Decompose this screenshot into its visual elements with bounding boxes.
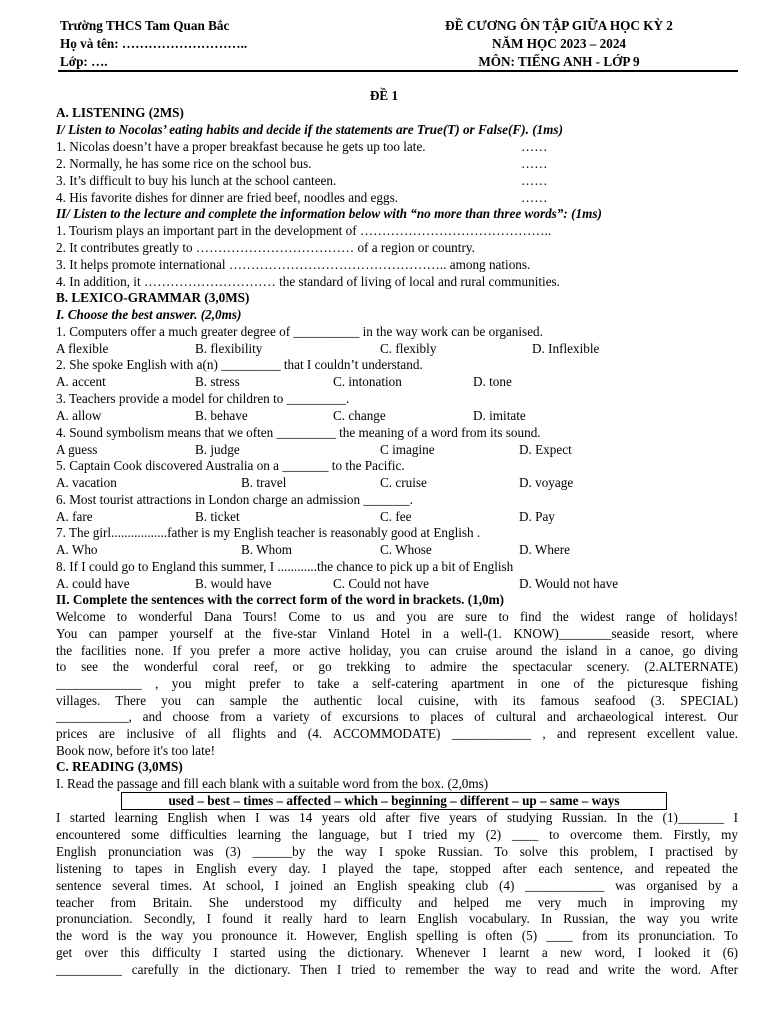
tf-statement: 3. It’s difficult to buy his lunch at the school canteen. [56, 173, 337, 188]
tf-statement: 1. Nicolas doesn’t have a proper breakfast because he gets up too late. [56, 139, 426, 154]
option-c: C. flexibly [380, 341, 437, 356]
word-form-passage-line: prices are inclusive of all flights and (4. ACCOMMODATE) ____________ , and represent excellent value. [56, 726, 738, 741]
question-text: 2. She spoke English with a(n) _________ that I couldn’t understand. [56, 357, 423, 372]
option-d: D. Expect [519, 442, 572, 457]
header-divider [58, 70, 738, 72]
reading-passage-line: listening to tapes in English every day. I played the tape, stopped after each sentence, and repeated the [56, 861, 738, 876]
tf-answer-blank: …… [521, 190, 548, 205]
option-c: C. Could not have [333, 576, 429, 591]
option-c: C. change [333, 408, 386, 423]
option-a: A. could have [56, 576, 130, 591]
outline-title: ĐỀ CƯƠNG ÔN TẬP GIỮA HỌC KỲ 2 [445, 18, 673, 33]
reading-heading: C. READING (3,0MS) [56, 759, 183, 774]
question-text: 6. Most tourist attractions in London charge an admission _______. [56, 492, 413, 507]
tf-answer-blank: …… [521, 173, 548, 188]
completion-item: 2. It contributes greatly to ……………………………… of a region or country. [56, 240, 475, 255]
reading-passage-line: English pronunciation was (3) ______by the way I spoke Russian. To solve this problem, I practised by [56, 844, 738, 859]
listening-part1-instruction: I/ Listen to Nocolas’ eating habits and decide if the statements are True(T) or False(F). (1ms) [56, 122, 563, 137]
word-box-words: used – best – times – affected – which – beginning – different – up – same – ways [168, 793, 620, 808]
reading-passage-line: get over this difficulty I started using the dictionary. Whenever I learnt a new word, I looked it (6) [56, 945, 738, 960]
grammar-part2-instruction: II. Complete the sentences with the correct form of the word in brackets. (1,0m) [56, 592, 505, 607]
class-field-label: Lớp: …. [60, 54, 108, 69]
grammar-part1-instruction: I. Choose the best answer. (2,0ms) [56, 307, 242, 322]
question-text: 5. Captain Cook discovered Australia on a _______ to the Pacific. [56, 458, 405, 473]
option-a: A. accent [56, 374, 106, 389]
school-name: Trường THCS Tam Quan Bắc [60, 18, 230, 33]
option-a: A flexible [56, 341, 109, 356]
option-b: B. behave [195, 408, 248, 423]
option-d: D. voyage [519, 475, 574, 490]
word-form-passage-line: to see the wonderful coral reef, or go trekking to admire the spectacular scenery. (2.ALTERNATE) [56, 659, 738, 674]
option-a: A. vacation [56, 475, 117, 490]
completion-item: 4. In addition, it ………………………… the standard of living of local and rural communities. [56, 274, 560, 289]
question-text: 3. Teachers provide a model for children to _________. [56, 391, 350, 406]
word-form-passage-line: villages. There you can sample the authentic local cuisine, with its famous seafood (3. SPECIAL) [56, 693, 738, 708]
word-form-passage-line: _____________ , you might prefer to take a self-catering apartment in one of the picturesque fishing [56, 676, 738, 691]
listening-part2-instruction: II/ Listen to the lecture and complete the information below with “no more than three words”: (1ms) [56, 206, 602, 221]
option-b: B. judge [195, 442, 240, 457]
option-b: B. travel [241, 475, 287, 490]
option-b: B. would have [195, 576, 272, 591]
exam-title: ĐỀ 1 [369, 88, 399, 103]
option-a: A. fare [56, 509, 93, 524]
reading-passage-line: sentence several times. At school, I joined an English speaking club (4) ____________ was organised by a [56, 878, 738, 893]
word-form-passage-line: the facilities none. If you prefer a more active holiday, you can cruise around the island in a canoe, go diving [56, 643, 738, 658]
tf-statement: 2. Normally, he has some rice on the school bus. [56, 156, 312, 171]
option-d: D. Pay [519, 509, 555, 524]
word-form-passage-line: Book now, before it's too late! [56, 743, 216, 758]
option-b: B. flexibility [195, 341, 263, 356]
option-d: D. tone [473, 374, 512, 389]
tf-answer-blank: …… [521, 139, 548, 154]
question-text: 4. Sound symbolism means that we often _________ the meaning of a word from its sound. [56, 425, 541, 440]
reading-passage-line: the word is the way you pronounce it. However, English spelling is often (5) ____ from its pronunciation. To [56, 928, 738, 943]
option-a: A. Who [56, 542, 98, 557]
question-text: 1. Computers offer a much greater degree of __________ in the way work can be organised. [56, 324, 543, 339]
subject-line: MÔN: TIẾNG ANH - LỚP 9 [478, 54, 640, 69]
reading-passage-line: teacher from Britain. She understood my difficulty and helped me very much in improving my [56, 895, 738, 910]
option-c: C. intonation [333, 374, 402, 389]
question-text: 7. The girl.................father is my English teacher is reasonably good at English . [56, 525, 481, 540]
option-b: B. Whom [241, 542, 293, 557]
reading-passage-line: encountered some difficulties learning the language, but I tried my (2) ____ to overcome them. Firstly, my [56, 827, 738, 842]
reading-passage-line: __________ carefully in the dictionary. Then I tried to remember the way to read and write the word. After [56, 962, 738, 977]
tf-statement: 4. His favorite dishes for dinner are fried beef, noodles and eggs. [56, 190, 399, 205]
question-text: 8. If I could go to England this summer, I ............the chance to pick up a bit of English [56, 559, 514, 574]
listening-heading: A. LISTENING (2MS) [56, 105, 184, 120]
option-c: C. Whose [380, 542, 432, 557]
reading-passage-line: pronunciation. Secondly, I found it really hard to learn English vocabulary. In Russian, the way you write [56, 911, 738, 926]
option-d: D. imitate [473, 408, 526, 423]
reading-passage-line: I started learning English when I was 14 years old after five years of studying Russian. In the (1)_______ I [56, 810, 738, 825]
grammar-heading: B. LEXICO-GRAMMAR (3,0MS) [56, 290, 250, 305]
option-d: D. Where [519, 542, 571, 557]
option-a: A. allow [56, 408, 102, 423]
option-c: C. cruise [380, 475, 427, 490]
name-field-label: Họ và tên: ……………………….. [60, 36, 248, 51]
option-b: B. ticket [195, 509, 240, 524]
completion-item: 3. It helps promote international ………………………………………….. among nations. [56, 257, 531, 272]
option-c: C imagine [380, 442, 435, 457]
completion-item: 1. Tourism plays an important part in the development of …………………………………….. [56, 223, 552, 238]
option-a: A guess [56, 442, 98, 457]
word-form-passage-line: Welcome to wonderful Dana Tours! Come to us and you are sure to find the widest range of holidays! [56, 609, 738, 624]
tf-answer-blank: …… [521, 156, 548, 171]
school-year: NĂM HỌC 2023 – 2024 [491, 36, 627, 51]
word-form-passage-line: ___________, and choose from a variety of excursions to places of cultural and archaeological interest. Our [56, 709, 738, 724]
word-form-passage-line: You can pamper yourself at the five-star Vinland Hotel in a well-(1. KNOW)________seaside resort, where [56, 626, 738, 641]
option-d: D. Inflexible [532, 341, 600, 356]
option-b: B. stress [195, 374, 240, 389]
option-d: D. Would not have [519, 576, 619, 591]
reading-instruction: I. Read the passage and fill each blank with a suitable word from the box. (2,0ms) [56, 776, 489, 791]
option-c: C. fee [380, 509, 412, 524]
